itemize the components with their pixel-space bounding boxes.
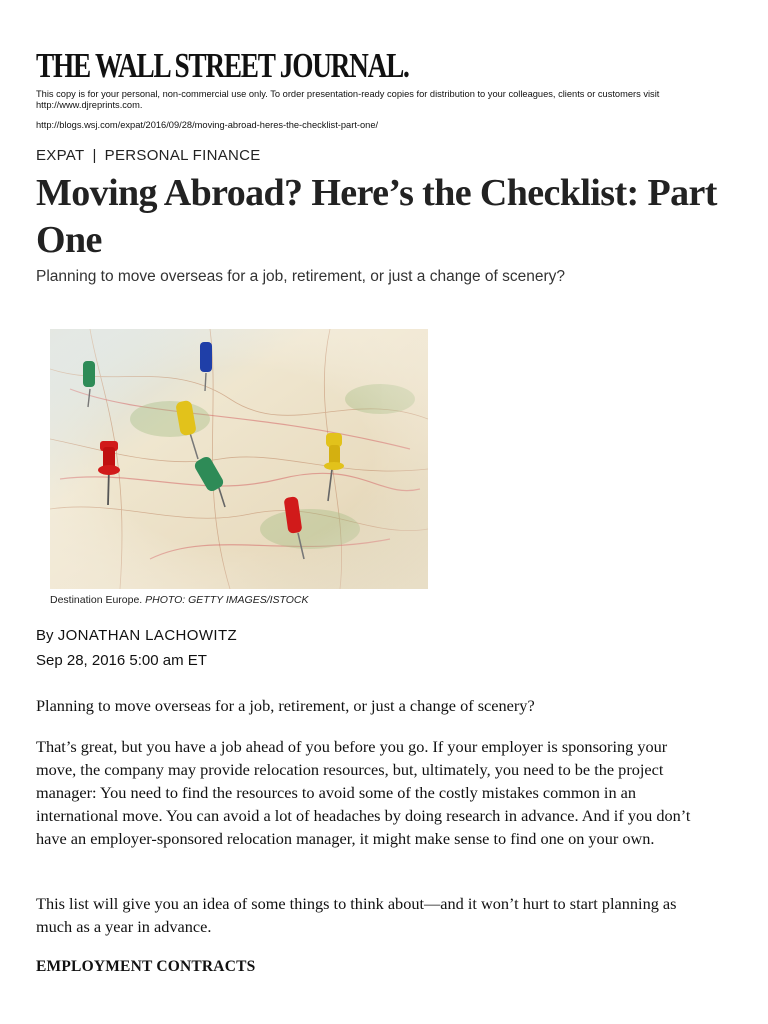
caption-text: Destination Europe. (50, 594, 143, 606)
kicker-separator: | (92, 147, 97, 164)
masthead-logo: THE WALL STREET JOURNAL. (36, 46, 409, 85)
body-paragraph: This list will give you an idea of some things to think about—and it won’t hurt to start planning as much as a year in advance. (36, 894, 677, 936)
publish-date: Sep 28, 2016 5:00 am ET (36, 652, 207, 669)
kicker (36, 147, 261, 164)
kicker-section: EXPAT (36, 147, 85, 164)
body-paragraph: That’s great, but you have a job ahead of you before you go. If your employer is sponsoring your move, the company may provide relocation resources, but, ultimately, you need to be the project manager: You need to find the resources to avoid some of the costly mistakes common in an international move. You can avoid a lot of headaches by doing research in advance. And if you don’t have an employer-sponsored relocation manager, it might make sense to find one on your own. (36, 737, 691, 848)
photo-caption (50, 594, 309, 606)
byline-prefix: By (36, 627, 54, 644)
photo-credit: PHOTO: GETTY IMAGES/ISTOCK (145, 594, 309, 606)
headline: Moving Abroad? Here’s the Checklist: Part One (36, 172, 717, 261)
dek: Planning to move overseas for a job, retirement, or just a change of scenery? (36, 268, 566, 285)
author-name[interactable]: JONATHAN LACHOWITZ (57, 627, 238, 644)
copy-notice: This copy is for your personal, non-commercial use only. To order presentation-ready copies for distribution to your colleagues, clients or customers visit http://www.djreprints.com. (36, 89, 660, 110)
body-paragraph: Planning to move overseas for a job, retirement, or just a change of scenery? (36, 696, 535, 715)
map-with-pins-image (50, 329, 428, 589)
kicker-topic: PERSONAL FINANCE (104, 147, 261, 164)
article-photo (50, 329, 428, 589)
section-subhead: EMPLOYMENT CONTRACTS (36, 958, 256, 975)
source-url: http://blogs.wsj.com/expat/2016/09/28/moving-abroad-heres-the-checklist-part-one/ (36, 120, 379, 130)
byline (36, 627, 237, 644)
